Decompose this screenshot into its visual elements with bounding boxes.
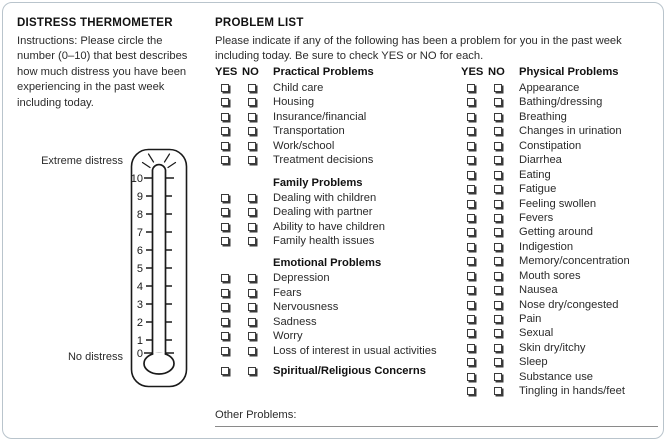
checkbox-yes-icon[interactable] (467, 185, 475, 193)
checkbox-no-icon[interactable] (248, 113, 256, 121)
checkbox-no-icon[interactable] (248, 347, 256, 355)
problem-label: Housing (273, 96, 315, 109)
problem-row[interactable] (215, 346, 463, 360)
problem-column-physical (461, 66, 666, 401)
problem-row[interactable] (215, 273, 463, 287)
checkbox-yes-icon[interactable] (221, 237, 229, 245)
problem-row[interactable] (461, 271, 666, 285)
checkbox-no-icon[interactable] (494, 156, 502, 164)
checkbox-no-icon[interactable] (494, 243, 502, 251)
checkbox-no-icon[interactable] (494, 113, 502, 121)
problem-label: Dealing with children (273, 191, 377, 204)
problem-row[interactable] (215, 317, 463, 331)
problem-label: Constipation (519, 139, 582, 152)
checkbox-no-icon[interactable] (494, 98, 502, 106)
problem-label: Spiritual/Religious Concerns (273, 365, 426, 377)
checkbox-yes-icon[interactable] (221, 142, 229, 150)
checkbox-yes-icon[interactable] (221, 156, 229, 164)
problem-row[interactable] (461, 97, 666, 111)
thermometer-tick-10: 10 (130, 173, 143, 185)
subheading-family-problems (215, 176, 463, 193)
checkbox-yes-icon[interactable] (467, 373, 475, 381)
checkbox-no-icon[interactable] (494, 358, 502, 366)
checkbox-yes-icon[interactable] (221, 367, 229, 375)
problem-row[interactable] (215, 97, 463, 111)
checkbox-no-icon[interactable] (494, 142, 502, 150)
checkbox-yes-icon[interactable] (467, 142, 475, 150)
problem-list-title: PROBLEM LIST (215, 17, 304, 29)
no-header: NO (488, 66, 505, 78)
checkbox-yes-icon[interactable] (467, 257, 475, 265)
subheading-emotional-problems (215, 256, 463, 273)
checkbox-no-icon[interactable] (494, 257, 502, 265)
checkbox-no-icon[interactable] (494, 344, 502, 352)
problem-label: Transportation (273, 125, 345, 138)
problem-label: Feeling swollen (519, 197, 597, 210)
checkbox-no-icon[interactable] (494, 127, 502, 135)
thermometer-tick-9: 9 (136, 191, 143, 203)
problem-label: Sleep (519, 356, 548, 369)
thermometer-tick-3: 3 (136, 299, 143, 311)
checkbox-no-icon[interactable] (494, 373, 502, 381)
problem-row[interactable] (461, 357, 666, 371)
checkbox-no-icon[interactable] (248, 332, 256, 340)
problem-row[interactable] (215, 83, 463, 97)
problem-row[interactable] (461, 372, 666, 386)
checkbox-yes-icon[interactable] (467, 214, 475, 222)
checkbox-yes-icon[interactable] (221, 347, 229, 355)
problem-label: Breathing (519, 110, 567, 123)
checkbox-no-icon[interactable] (494, 329, 502, 337)
problem-row[interactable] (461, 112, 666, 126)
checkbox-yes-icon[interactable] (467, 315, 475, 323)
column-header-physical (461, 66, 666, 83)
checkbox-no-icon[interactable] (248, 303, 256, 311)
thermometer-tube (153, 165, 166, 353)
checkbox-no-icon[interactable] (494, 84, 502, 92)
problem-label: Changes in urination (519, 125, 622, 138)
checkbox-yes-icon[interactable] (467, 171, 475, 179)
checkbox-yes-icon[interactable] (221, 84, 229, 92)
problem-row[interactable] (461, 213, 666, 227)
problem-label: Nausea (519, 284, 558, 297)
subheading-label: Family Problems (273, 176, 363, 189)
checkbox-yes-icon[interactable] (467, 127, 475, 135)
problem-label: Nose dry/congested (519, 298, 619, 311)
problem-label: Fatigue (519, 183, 557, 196)
checkbox-no-icon[interactable] (248, 274, 256, 282)
checkbox-no-icon[interactable] (494, 301, 502, 309)
problem-label: Treatment decisions (273, 154, 374, 167)
problem-label: Diarrhea (519, 154, 562, 167)
checkbox-no-icon[interactable] (248, 208, 256, 216)
checkbox-no-icon[interactable] (494, 228, 502, 236)
other-problems-label: Other Problems: (215, 409, 297, 421)
checkbox-yes-icon[interactable] (221, 113, 229, 121)
problem-row[interactable] (461, 83, 666, 97)
problem-row[interactable] (461, 386, 666, 400)
checkbox-no-icon[interactable] (248, 127, 256, 135)
checkbox-no-icon[interactable] (494, 387, 502, 395)
other-problems-input-line[interactable] (215, 426, 658, 427)
problem-row[interactable] (461, 343, 666, 357)
problem-row[interactable] (461, 199, 666, 213)
checkbox-yes-icon[interactable] (467, 98, 475, 106)
problem-row[interactable] (215, 302, 463, 316)
checkbox-no-icon[interactable] (494, 315, 502, 323)
yes-header: YES (461, 66, 484, 78)
problem-row[interactable] (215, 288, 463, 302)
problem-row[interactable] (461, 285, 666, 299)
problem-row[interactable] (461, 314, 666, 328)
problem-row-spiritual[interactable] (215, 366, 463, 380)
extreme-distress-label: Extreme distress (41, 155, 123, 167)
checkbox-no-icon[interactable] (248, 156, 256, 164)
yes-header: YES (215, 66, 238, 78)
problem-label: Getting around (519, 226, 594, 239)
problem-row[interactable] (461, 242, 666, 256)
problem-label: Substance use (519, 370, 594, 383)
checkbox-yes-icon[interactable] (221, 332, 229, 340)
checkbox-yes-icon[interactable] (467, 200, 475, 208)
problem-label: Worry (273, 330, 303, 343)
checkbox-yes-icon[interactable] (467, 344, 475, 352)
problem-row[interactable] (461, 300, 666, 314)
problem-label: Fears (273, 286, 302, 299)
checkbox-no-icon[interactable] (248, 194, 256, 202)
checkbox-no-icon[interactable] (494, 272, 502, 280)
problem-label: Child care (273, 82, 324, 94)
problem-label: Bathing/dressing (519, 96, 603, 109)
problem-row[interactable] (215, 193, 463, 207)
checkbox-yes-icon[interactable] (221, 289, 229, 297)
problem-label: Nervousness (273, 301, 339, 314)
category-heading: Practical Problems (273, 66, 374, 78)
problem-row[interactable] (461, 141, 666, 155)
category-heading: Physical Problems (519, 66, 619, 78)
checkbox-yes-icon[interactable] (467, 358, 475, 366)
problem-label: Tingling in hands/feet (519, 385, 625, 398)
problem-label: Eating (519, 168, 551, 181)
checkbox-no-icon[interactable] (248, 84, 256, 92)
problem-label: Ability to have children (273, 220, 385, 233)
problem-label: Dealing with partner (273, 206, 373, 219)
problem-row[interactable] (461, 155, 666, 169)
checkbox-yes-icon[interactable] (467, 329, 475, 337)
checkbox-yes-icon[interactable] (467, 301, 475, 309)
problem-row[interactable] (215, 126, 463, 140)
checkbox-no-icon[interactable] (248, 142, 256, 150)
thermometer-tick-8: 8 (136, 209, 143, 221)
problem-label: Depression (273, 272, 330, 285)
no-header: NO (242, 66, 259, 78)
problem-row[interactable] (215, 155, 463, 169)
problem-row[interactable] (215, 207, 463, 221)
problem-label: Mouth sores (519, 269, 581, 282)
checkbox-no-icon[interactable] (248, 318, 256, 326)
checkbox-yes-icon[interactable] (221, 318, 229, 326)
no-distress-label: No distress (67, 351, 123, 363)
problem-row[interactable] (461, 184, 666, 198)
checkbox-yes-icon[interactable] (221, 274, 229, 282)
checkbox-yes-icon[interactable] (221, 127, 229, 135)
distress-thermometer-instructions: Instructions: Please circle the number (0–10) that best describes how much distress you have been experiencing in the past week including today. (17, 35, 188, 109)
column-header-practical (215, 66, 463, 83)
thermometer-tick-2: 2 (136, 317, 143, 329)
checkbox-yes-icon[interactable] (221, 194, 229, 202)
checkbox-no-icon[interactable] (494, 200, 502, 208)
distress-thermometer-form (2, 2, 664, 439)
thermometer-tick-7: 7 (136, 227, 143, 239)
checkbox-yes-icon[interactable] (467, 243, 475, 251)
problem-row[interactable] (215, 331, 463, 345)
checkbox-yes-icon[interactable] (467, 84, 475, 92)
checkbox-no-icon[interactable] (494, 214, 502, 222)
thermometer-tick-0: 0 (136, 348, 143, 360)
distress-thermometer-panel (3, 3, 208, 440)
checkbox-yes-icon[interactable] (467, 387, 475, 395)
problem-label: Loss of interest in usual activities (273, 344, 437, 357)
checkbox-no-icon[interactable] (494, 185, 502, 193)
checkbox-yes-icon[interactable] (221, 98, 229, 106)
checkbox-yes-icon[interactable] (467, 113, 475, 121)
checkbox-no-icon[interactable] (248, 367, 256, 375)
problem-list-panel (208, 3, 665, 440)
checkbox-no-icon[interactable] (248, 237, 256, 245)
checkbox-yes-icon[interactable] (221, 303, 229, 311)
problem-label: Sexual (519, 327, 554, 340)
checkbox-yes-icon[interactable] (467, 156, 475, 164)
subheading-label: Emotional Problems (273, 257, 382, 270)
checkbox-no-icon[interactable] (248, 289, 256, 297)
problem-label: Memory/concentration (519, 255, 630, 268)
problem-row[interactable] (215, 141, 463, 155)
problem-row[interactable] (461, 227, 666, 241)
checkbox-yes-icon[interactable] (221, 223, 229, 231)
problem-row[interactable] (461, 170, 666, 184)
checkbox-yes-icon[interactable] (467, 272, 475, 280)
checkbox-no-icon[interactable] (494, 286, 502, 294)
thermometer-tick-5: 5 (136, 263, 143, 275)
checkbox-no-icon[interactable] (494, 171, 502, 179)
thermometer-tick-4: 4 (136, 281, 143, 293)
checkbox-yes-icon[interactable] (467, 286, 475, 294)
checkbox-no-icon[interactable] (248, 98, 256, 106)
problem-label: Family health issues (273, 234, 375, 247)
checkbox-yes-icon[interactable] (467, 228, 475, 236)
thermometer-tick-6: 6 (136, 245, 143, 257)
problem-row[interactable] (215, 236, 463, 250)
thermometer-tick-1: 1 (136, 335, 143, 347)
problem-label: Indigestion (519, 240, 574, 253)
problem-label: Sadness (273, 315, 317, 328)
problem-row[interactable] (215, 222, 463, 236)
problem-list-instructions: Please indicate if any of the following has been a problem for you in the past week including today. Be sure to check YES or NO for each. (215, 35, 622, 63)
problem-label: Skin dry/itchy (519, 341, 586, 354)
problem-label: Fevers (519, 211, 554, 224)
thermometer-graphic[interactable] (123, 141, 195, 393)
problem-label: Work/school (273, 139, 335, 152)
checkbox-yes-icon[interactable] (221, 208, 229, 216)
problem-label: Appearance (519, 82, 580, 94)
problem-label: Insurance/financial (273, 110, 367, 123)
thermometer-bulb (144, 353, 174, 374)
checkbox-no-icon[interactable] (248, 223, 256, 231)
problem-column-practical (215, 66, 463, 380)
problem-row[interactable] (215, 112, 463, 126)
problem-row[interactable] (461, 126, 666, 140)
distress-thermometer-title: DISTRESS THERMOMETER (17, 17, 173, 29)
problem-label: Pain (519, 313, 542, 325)
problem-row[interactable] (461, 328, 666, 342)
problem-row[interactable] (461, 256, 666, 270)
